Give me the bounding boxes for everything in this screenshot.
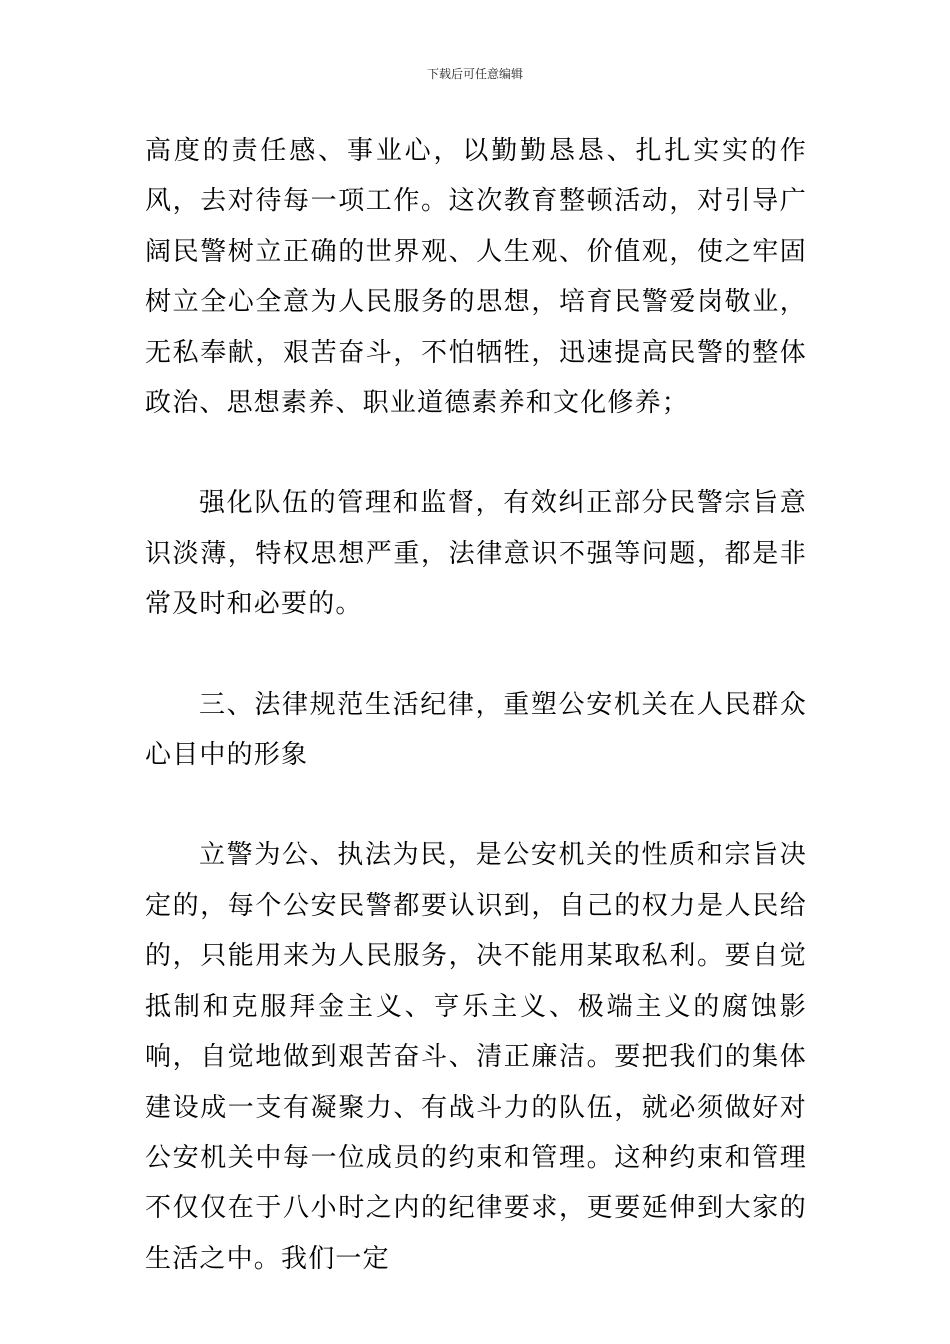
section-heading-three: 三、法律规范生活纪律，重塑公安机关在人民群众心目中的形象 bbox=[145, 689, 807, 771]
paragraph-supervision: 强化队伍的管理和监督，有效纠正部分民警宗旨意识淡薄，特权思想严重，法律意识不强等问题，都是非常及时和必要的。 bbox=[145, 488, 807, 620]
paragraph-police-for-public: 立警为公、执法为民，是公安机关的性质和宗旨决定的，每个公安民警都要认识到，自己的权力是人民给的，只能用来为人民服务，决不能用某取私利。要自觉抵制和克服拜金主义、亨乐主义、极端主义的腐蚀影响，自觉地做到艰苦奋斗、清正廉洁。要把我们的集体建设成一支有凝聚力、有战斗力的队伍，就必须做好对公安机关中每一位成员的约束和管理。这种约束和管理不仅仅在于八小时之内的纪律要求，更要延伸到大家的生活之中。我们一定 bbox=[145, 840, 807, 1274]
paragraph-continuation: 高度的责任感、事业心，以勤勤恳恳、扎扎实实的作风，去对待每一项工作。这次教育整顿活动，对引导广阔民警树立正确的世界观、人生观、价值观，使之牢固树立全心全意为人民服务的思想，培育民警爱岗敬业，无私奉献，艰苦奋斗，不怕牺牲，迅速提高民警的整体政治、思想素养、职业道德素养和文化修养； bbox=[145, 136, 807, 419]
document-body bbox=[145, 126, 807, 1284]
page-header: 下载后可任意编辑 bbox=[426, 67, 523, 81]
